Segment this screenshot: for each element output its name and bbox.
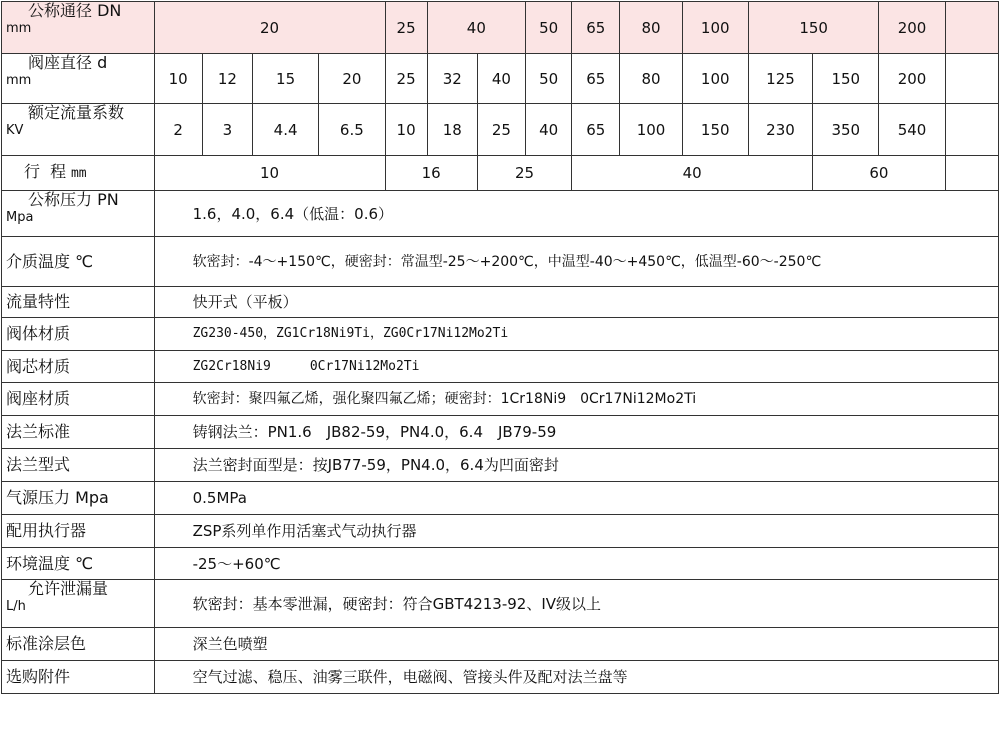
ambient-temp-value: -25～+60℃ [154, 548, 998, 580]
row-flange-standard [2, 416, 999, 449]
dn-cell [945, 2, 998, 54]
seat-cell: 80 [620, 54, 682, 104]
stroke-cell: 40 [572, 156, 813, 191]
row-body-material [2, 318, 999, 351]
kv-cell: 3 [202, 104, 252, 156]
label-dn: 公称通径 DN mm [2, 2, 155, 54]
leakage-value: 软密封：基本零泄漏，硬密封：符合GBT4213-92、IV级以上 [154, 580, 998, 628]
core-material-value: ZG2Cr18Ni9 0Cr17Ni12Mo2Ti [154, 351, 998, 383]
dn-cell: 20 [154, 2, 385, 54]
stroke-cell: 10 [154, 156, 385, 191]
medium-temp-value: 软密封：-4～+150℃，硬密封：常温型-25～+200℃，中温型-40～+450℃，低温型-60～-250℃ [154, 237, 998, 287]
seat-cell: 20 [319, 54, 385, 104]
label-air-pressure: 气源压力 Mpa [2, 482, 155, 515]
label-core-material: 阀芯材质 [2, 351, 155, 383]
row-air-pressure [2, 482, 999, 515]
label-pn: 公称压力 PN Mpa [2, 191, 155, 237]
kv-cell: 10 [385, 104, 427, 156]
label-flange-standard: 法兰标准 [2, 416, 155, 449]
row-kv [2, 104, 999, 156]
stroke-cell: 16 [385, 156, 477, 191]
flow-value: 快开式（平板） [154, 287, 998, 318]
label-flange-type: 法兰型式 [2, 449, 155, 482]
kv-cell: 350 [813, 104, 879, 156]
seat-cell: 10 [154, 54, 202, 104]
label-ambient-temp: 环境温度 ℃ [2, 548, 155, 580]
label-leakage: 允许泄漏量 L/h [2, 580, 155, 628]
row-seat-material [2, 383, 999, 416]
label-kv: 额定流量系数 KV [2, 104, 155, 156]
row-flow [2, 287, 999, 318]
label-body-material: 阀体材质 [2, 318, 155, 351]
label-flow: 流量特性 [2, 287, 155, 318]
dn-cell: 25 [385, 2, 427, 54]
label-actuator: 配用执行器 [2, 515, 155, 548]
label-stroke: 行 程 mm [2, 156, 155, 191]
dn-cell: 150 [748, 2, 879, 54]
row-pn [2, 191, 999, 237]
row-medium-temp [2, 237, 999, 287]
kv-cell: 150 [682, 104, 748, 156]
row-accessories [2, 661, 999, 694]
seat-material-value: 软密封：聚四氟乙烯，强化聚四氟乙烯；硬密封：1Cr18Ni9 0Cr17Ni12Mo2Ti [154, 383, 998, 416]
actuator-value: ZSP系列单作用活塞式气动执行器 [154, 515, 998, 548]
row-seat-diameter [2, 54, 999, 104]
dn-cell: 80 [620, 2, 682, 54]
seat-cell: 100 [682, 54, 748, 104]
row-actuator [2, 515, 999, 548]
seat-cell: 12 [202, 54, 252, 104]
seat-cell: 15 [252, 54, 318, 104]
label-accessories: 选购附件 [2, 661, 155, 694]
kv-cell: 100 [620, 104, 682, 156]
kv-cell: 18 [427, 104, 477, 156]
dn-cell: 50 [526, 2, 572, 54]
row-core-material [2, 351, 999, 383]
row-stroke [2, 156, 999, 191]
seat-cell: 150 [813, 54, 879, 104]
kv-cell: 4.4 [252, 104, 318, 156]
accessories-value: 空气过滤、稳压、油雾三联件，电磁阀、管接头件及配对法兰盘等 [154, 661, 998, 694]
kv-cell: 540 [879, 104, 945, 156]
stroke-cell [945, 156, 998, 191]
row-leakage [2, 580, 999, 628]
dn-cell: 200 [879, 2, 945, 54]
air-pressure-value: 0.5MPa [154, 482, 998, 515]
flange-type-value: 法兰密封面型是：按JB77-59，PN4.0，6.4为凹面密封 [154, 449, 998, 482]
kv-cell: 40 [526, 104, 572, 156]
kv-cell: 2 [154, 104, 202, 156]
seat-cell [945, 54, 998, 104]
label-medium-temp: 介质温度 ℃ [2, 237, 155, 287]
row-ambient-temp [2, 548, 999, 580]
label-seat-diameter: 阀座直径 d mm [2, 54, 155, 104]
seat-cell: 25 [385, 54, 427, 104]
kv-cell: 65 [572, 104, 620, 156]
kv-cell: 230 [748, 104, 812, 156]
kv-cell: 25 [477, 104, 525, 156]
pn-value: 1.6，4.0，6.4（低温：0.6） [154, 191, 998, 237]
seat-cell: 125 [748, 54, 812, 104]
row-coating [2, 628, 999, 661]
dn-cell: 100 [682, 2, 748, 54]
label-seat-material: 阀座材质 [2, 383, 155, 416]
kv-cell: 6.5 [319, 104, 385, 156]
seat-cell: 32 [427, 54, 477, 104]
dn-cell: 40 [427, 2, 525, 54]
stroke-cell: 25 [477, 156, 571, 191]
dn-cell: 65 [572, 2, 620, 54]
label-coating: 标准涂层色 [2, 628, 155, 661]
seat-cell: 65 [572, 54, 620, 104]
seat-cell: 50 [526, 54, 572, 104]
stroke-cell: 60 [813, 156, 946, 191]
body-material-value: ZG230-450，ZG1Cr18Ni9Ti，ZG0Cr17Ni12Mo2Ti [154, 318, 998, 351]
row-flange-type [2, 449, 999, 482]
spec-table [1, 1, 999, 694]
flange-standard-value: 铸钢法兰：PN1.6 JB82-59，PN4.0，6.4 JB79-59 [154, 416, 998, 449]
seat-cell: 200 [879, 54, 945, 104]
seat-cell: 40 [477, 54, 525, 104]
coating-value: 深兰色喷塑 [154, 628, 998, 661]
kv-cell [945, 104, 998, 156]
row-dn [2, 2, 999, 54]
